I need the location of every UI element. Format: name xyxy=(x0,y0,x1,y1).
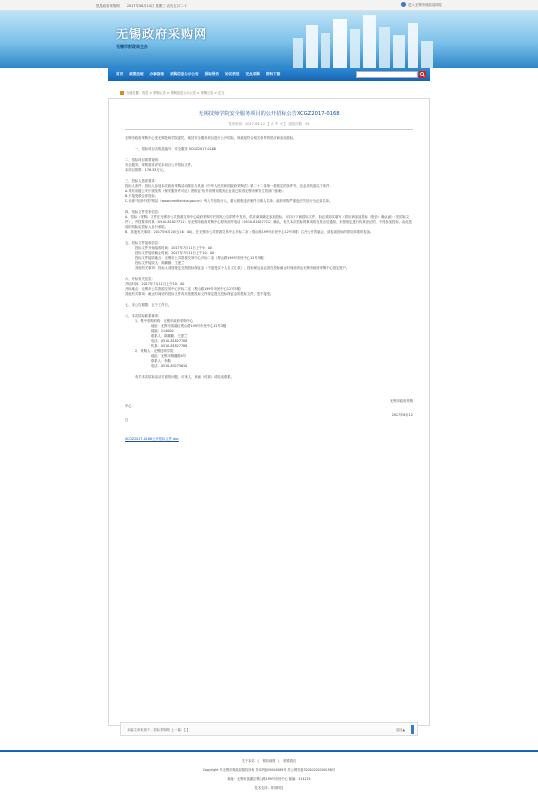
nav-home[interactable]: 首页 xyxy=(116,72,124,76)
site-label: 您是政府采购网 xyxy=(96,4,120,8)
sign-org: 无锡市政府采购 xyxy=(389,399,413,403)
article-paragraph: 七、本公告期限：五个工作日。 xyxy=(125,303,172,307)
footer-link-about[interactable]: 关于本站 xyxy=(241,759,255,763)
breadcrumb xyxy=(120,90,224,95)
footer xyxy=(0,750,538,800)
article-paragraph: 联系人：李勤 xyxy=(151,359,171,363)
search-button[interactable] xyxy=(419,71,426,78)
breadcrumb-text: 当前位置：首页 > 采购公告 > 采购信息公示公告 > 采购公告 > 正文 xyxy=(126,91,225,95)
logo[interactable] xyxy=(116,25,207,50)
nav-preview[interactable]: 招标预告 xyxy=(204,72,220,76)
article-paragraph: 投标文件开始接收时间：2017年7月11日上午9：00 xyxy=(135,246,213,250)
article-paragraph: 其他有关事项：投标人须按规定交纳投标保证金（不接受以个人名义汇款），投标保证金必须在投标截止时间前到达无锡市政府采购中心指定账户。 xyxy=(135,266,350,270)
article-title: 无锡技师学院安全服务项目的公开招标公告XCGZ2017-0168 xyxy=(198,111,340,117)
article-paragraph: 八、本次招标联系事项： xyxy=(125,314,162,318)
article-paragraph: 四、招标文件发布信息： xyxy=(125,210,162,214)
footer-copyright: Copyright ©无锡市财政局版权所有 苏ICP备05004569号 苏公网安备32020202000158号 xyxy=(202,768,336,772)
article-paragraph: 地址：无锡市滨湖区观山路199号市民中心12号3楼 xyxy=(151,324,227,328)
article-paragraph: A、招标（采购）文件在无锡市公共资源交易中心政府采购专栏网站公告附件中发布，供应商须确定参加投标，可自行下载招标文件，但必须如实填写《供应商参加投标（报价）确认函》（见招标文件），并按要求传真（0510-81827711）至无锡市政府采购中心财务部并电话（0510-81827711）确认，有关本次招标的事项将在发出后通知，未按规定进行传真登记的，不得参加投标，由此造成的风险由投标人自行承担。 xyxy=(125,215,412,229)
footer-links: 关于本站 | 网站地图 | 联系我们 xyxy=(241,759,297,763)
article-paragraph: 地址：无锡市锡藕路4号 xyxy=(151,354,187,358)
article-paragraph: 电话：0510-81827708 xyxy=(151,339,188,343)
article-paragraph: 投标人条件：投标人参加本次政府采购活动除应当具备《中华人民共和国政府采购法》第二十二条第一款规定的条件外，还必须具备以下条件： xyxy=(125,184,333,188)
article-paragraph: 本项目预算：176.35万元。 xyxy=(125,168,167,172)
article-paragraph: 投标文件接收截止时间：2017年7月11日上午10：00 xyxy=(135,251,215,255)
nav-guide[interactable]: 办事指南 xyxy=(149,72,164,76)
article-paragraph: 无锡市政府采购中心受无锡技师学院委托，就其安全服务项目进行公开招标，现欢迎符合相关条件的供应商参加投标。 xyxy=(125,136,297,140)
article-paragraph: 2、采购人：无锡技师学院 xyxy=(135,349,174,353)
article-paragraph: 邮编：214000 xyxy=(151,329,174,333)
article-paragraph: B、其他有关事项：2017年6月20日(16：00)，在无锡市公共资源交易中心开标二室（观山路199号市民中心12号3楼）召开公开答疑会，请参加投标的供应商准时参加。 xyxy=(125,230,374,234)
nav-agreement[interactable]: 协议供货 xyxy=(225,72,240,76)
finance-link-label: 进入无锡市财政局网站 xyxy=(408,3,442,7)
article-paragraph: 开标地点：无锡市公共资源交易中心开标二室（观山路199号市民中心12号3楼） xyxy=(125,287,244,291)
article-paragraph: 五、投标文件接收信息： xyxy=(125,241,162,245)
nav-policy[interactable]: 政策法规 xyxy=(129,72,144,76)
article-paragraph: 联系人：陈鹏勤、王建兰 xyxy=(151,334,188,338)
nav-downloads[interactable]: 资料下载 xyxy=(265,72,281,76)
article-paragraph: C.未被“信用中国”网站（www.creditchina.gov.cn）列入失信执行人、重大税收违法案件当事人名单、政府采购严重违法失信行为记录名单。 xyxy=(125,199,333,203)
date-label: 2017年06月14日 星期三 农历五月二十 xyxy=(126,4,187,8)
main-nav xyxy=(108,68,430,81)
article-paragraph: 1、集中采购机构：无锡市政府采购中心 xyxy=(135,319,194,323)
prev-link[interactable]: 本篇文章来源于：招标采购网 上一篇：【 】 xyxy=(127,728,191,732)
finance-link[interactable] xyxy=(401,2,442,7)
footer-link-sitemap[interactable]: 网站地图 xyxy=(262,759,276,763)
article-paragraph: A.具有省级公安厅颁发的《保安服务许可证》资格证书(外省保安服务企业须已取得无锡市保安主管部门备案)； xyxy=(125,189,286,193)
article-paragraph: 三、投标人资质要求： xyxy=(125,179,158,183)
pager-accent xyxy=(411,725,414,734)
article-paragraph: B.不接受联合体投标； xyxy=(125,194,158,198)
footer-link-contact[interactable]: 联系我们 xyxy=(283,759,297,763)
skyline-image xyxy=(288,13,438,68)
article-paragraph: 投标文件接收人：陈鹏勤、王建兰 xyxy=(135,261,185,265)
article-paragraph: 传真：0510-81827788 xyxy=(151,344,188,348)
article-paragraph: 投标文件接收地点：无锡市公共资源交易中心开标二室（观山路199号市民中心12号3楼） xyxy=(135,256,267,260)
sign-date-end: 日 xyxy=(125,418,129,422)
attachment-link[interactable]: XCGZ2017-0168公开招标文件.doc xyxy=(125,437,179,441)
globe-icon xyxy=(401,2,406,7)
search-input[interactable] xyxy=(356,71,418,78)
home-icon xyxy=(120,91,124,95)
article-paragraph: 六、开标有关信息： xyxy=(125,277,155,281)
article-paragraph: 开标时间：2017年7月11日上午10：00 xyxy=(125,282,185,286)
article-paragraph: 一、招标项目名称及编号：安全服务 XCGZ2017-0168 xyxy=(135,147,216,151)
sign-date: 2017年6月12 xyxy=(391,413,413,417)
article-paragraph: 二、招标项目简要说明： xyxy=(125,158,162,162)
article-meta: 发布时间：2017-06-12 【 大 中 小 】 浏览次数：91 xyxy=(228,122,310,126)
article-paragraph: 其他有关事项：截止时间后的投标文件或未按照投标文件规定提交投标保证金的投标文件，恕不接受。 xyxy=(125,292,274,296)
date-text xyxy=(96,3,193,8)
logo-text: 无锡政府采购网 xyxy=(116,27,208,41)
article-panel xyxy=(108,98,430,726)
pager xyxy=(120,722,418,736)
search-box xyxy=(356,71,426,78)
article-paragraph: 有关本次招标活动方面的问题，可来人、来函（传真）或电话联系。 xyxy=(135,375,234,379)
nav-designated[interactable]: 定点采购 xyxy=(245,72,260,76)
article-paragraph: 电话：0510-83275610 xyxy=(151,364,188,368)
top-bar xyxy=(0,0,538,11)
article-paragraph: 安全服务，采购需求详见本项目公开招标文件。 xyxy=(125,163,195,167)
sign-org-end: 中心 xyxy=(125,404,132,408)
nav-notices[interactable]: 采购信息公示公告 xyxy=(169,72,199,76)
search-icon xyxy=(420,72,425,77)
back-top-link[interactable]: 返回▲ xyxy=(395,728,405,732)
footer-support: 技术支持：易得科技 xyxy=(254,786,284,790)
logo-slogan: 无锡市财政局主办 xyxy=(116,44,148,49)
footer-address: 地址：无锡市滨湖区观山路199号市民中心 邮编：214125 xyxy=(227,777,311,781)
divider xyxy=(125,129,413,130)
attachment xyxy=(125,436,413,441)
article-body xyxy=(125,136,413,380)
banner xyxy=(0,11,538,68)
